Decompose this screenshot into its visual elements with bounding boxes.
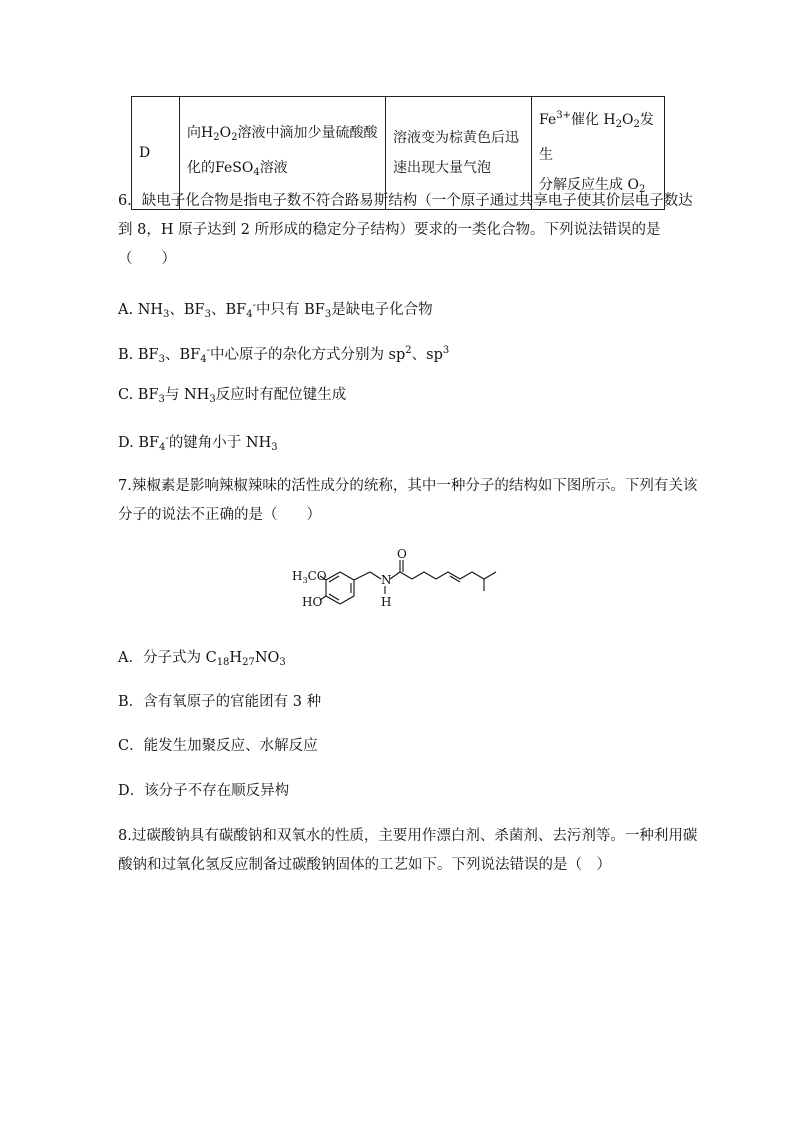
text: B. BF bbox=[118, 347, 159, 363]
phenomenon-line-1: 溶液变为棕黄色后迅 bbox=[393, 130, 519, 146]
text: A．分子式为 C bbox=[118, 650, 217, 666]
hydroxy-label: HO bbox=[302, 595, 323, 609]
superscript: - bbox=[206, 345, 210, 356]
superscript: - bbox=[165, 433, 169, 444]
molecule-bonds bbox=[320, 560, 496, 604]
text: 是缺电子化合物 bbox=[331, 302, 433, 318]
superscript: 3 bbox=[442, 345, 450, 356]
text: 反应时有配位键生成 bbox=[215, 387, 347, 403]
subscript: 3 bbox=[163, 309, 170, 320]
q6-option-c bbox=[118, 385, 346, 410]
hydrogen-label: H bbox=[381, 595, 392, 609]
text: 化的FeSO bbox=[187, 160, 254, 176]
q7-option-d: D．该分子不存在顺反异构 bbox=[118, 783, 290, 799]
text: C. BF bbox=[118, 387, 159, 403]
text: 、sp bbox=[411, 347, 443, 363]
subscript: 27 bbox=[242, 657, 255, 668]
text: NO bbox=[254, 650, 280, 666]
subscript: 4 bbox=[159, 442, 166, 453]
q7-option-a bbox=[118, 648, 286, 673]
text: CO bbox=[307, 569, 327, 583]
text: A. NH bbox=[118, 302, 164, 318]
superscript: 2 bbox=[405, 345, 412, 356]
subscript: 4 bbox=[200, 354, 207, 365]
text: H bbox=[292, 569, 303, 583]
subscript: 3 bbox=[302, 576, 308, 585]
benzyl-bond bbox=[354, 572, 370, 580]
subscript: 2 bbox=[213, 132, 220, 143]
text: 、BF bbox=[169, 302, 205, 318]
text: 溶液 bbox=[259, 160, 288, 176]
q6-option-b bbox=[118, 341, 449, 370]
text: O bbox=[219, 125, 232, 141]
subscript: 3 bbox=[158, 354, 165, 365]
subscript: 2 bbox=[633, 119, 640, 130]
subscript: 3 bbox=[271, 442, 278, 453]
subscript: 4 bbox=[246, 309, 253, 320]
chain-double-bond bbox=[450, 576, 460, 582]
operation-line-2 bbox=[187, 153, 378, 188]
subscript: 4 bbox=[253, 167, 260, 178]
superscript: 3+ bbox=[556, 110, 571, 121]
q6-stem-line-2: 到 8，H 原子达到 2 所形成的稳定分子结构）要求的一类化合物。下列说法错误的是 bbox=[118, 222, 661, 238]
q6-answer-paren: （ ） bbox=[118, 251, 176, 267]
alkyl-chain bbox=[400, 572, 472, 579]
q8-stem-line-1: 8.过碳酸钠具有碳酸钠和双氧水的性质，主要用作漂白剂、杀菌剂、去污剂等。一种利用碳 bbox=[118, 828, 698, 844]
phenomenon-line-2: 速出现大量气泡 bbox=[393, 160, 491, 176]
text: 溶液中滴加少量硫酸酸 bbox=[237, 125, 378, 141]
text: H bbox=[229, 650, 243, 666]
nitrogen-label: N bbox=[381, 573, 392, 587]
isopropyl-bond bbox=[472, 572, 484, 579]
text: Fe bbox=[539, 112, 557, 128]
text: 发生 bbox=[539, 112, 654, 163]
text: 分解反应生成 O bbox=[539, 177, 639, 193]
q6-option-a bbox=[118, 296, 433, 325]
q7-stem-line-2: 分子的说法不正确的是（ ） bbox=[118, 507, 321, 523]
superscript: - bbox=[252, 300, 256, 311]
subscript: 3 bbox=[204, 309, 211, 320]
q7-stem-line-1: 7.辣椒素是影响辣椒辣味的活性成分的统称，其中一种分子的结构如下图所示。下列有关该 bbox=[118, 478, 698, 494]
q7-option-b: B．含有氧原子的官能团有 3 种 bbox=[118, 694, 322, 710]
q6-stem-line-1: 6．缺电子化合物是指电子数不符合路易斯结构（一个原子通过共享电子使其价层电子数达 bbox=[118, 193, 693, 209]
q7-option-c: C．能发生加聚反应、水解反应 bbox=[118, 738, 318, 754]
capsaicin-structure bbox=[286, 548, 516, 620]
methyl-bond bbox=[484, 572, 496, 579]
text: D. BF bbox=[118, 435, 160, 451]
oxygen-label: O bbox=[397, 547, 407, 561]
text: 中心原子的杂化方式分别为 sp bbox=[209, 347, 406, 363]
subscript: 3 bbox=[158, 394, 165, 405]
conclusion-line-1 bbox=[539, 101, 657, 170]
q8-stem-line-2: 酸钠和过氧化氢反应制备过碳酸钠固体的工艺如下。下列说法错误的是（ ） bbox=[118, 857, 611, 873]
subscript: 2 bbox=[231, 132, 238, 143]
benzene-ring bbox=[326, 572, 354, 604]
text: 与 NH bbox=[164, 387, 210, 403]
text: 催化 H bbox=[570, 112, 616, 128]
subscript: 3 bbox=[279, 657, 286, 668]
text: 的键角小于 NH bbox=[168, 435, 272, 451]
operation-line-1 bbox=[187, 118, 378, 153]
subscript: 3 bbox=[324, 309, 332, 320]
option-label: D bbox=[139, 145, 151, 161]
ch2-n-bond bbox=[370, 572, 381, 579]
text: 、BF bbox=[211, 302, 247, 318]
q6-option-d bbox=[118, 429, 278, 458]
subscript: 2 bbox=[615, 119, 623, 130]
subscript: 18 bbox=[216, 657, 230, 668]
text: 中只有 BF bbox=[255, 302, 325, 318]
text: 向H bbox=[187, 125, 214, 141]
subscript: 3 bbox=[209, 394, 216, 405]
text: O bbox=[622, 112, 634, 128]
n-co-bond bbox=[390, 572, 400, 579]
methoxy-label bbox=[292, 569, 327, 585]
subscript: 2 bbox=[638, 184, 646, 195]
text: 、BF bbox=[164, 347, 201, 363]
